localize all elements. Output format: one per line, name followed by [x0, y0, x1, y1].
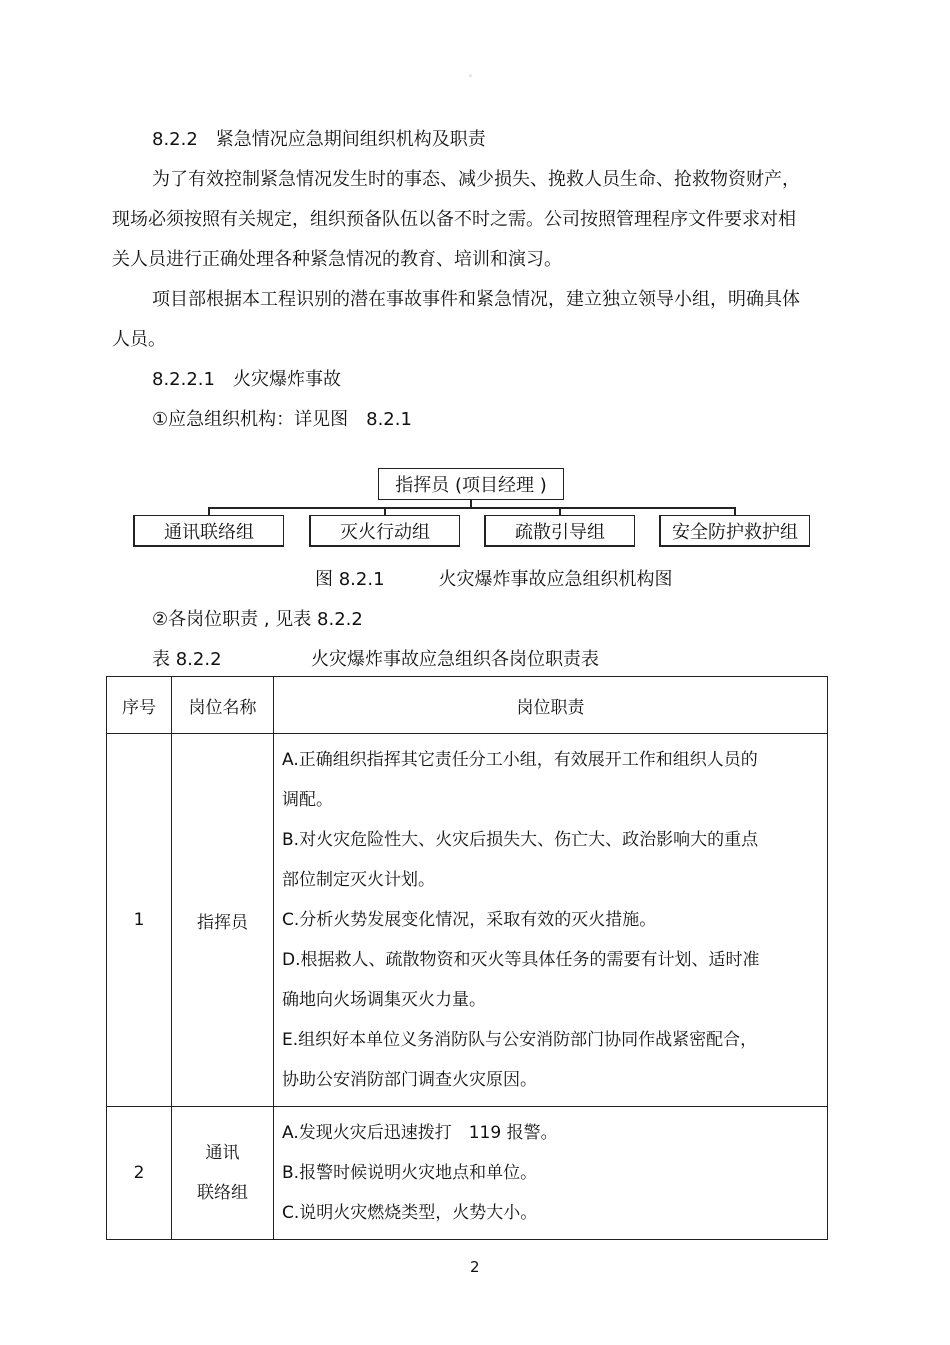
paragraph-line: 项目部根据本工程识别的潜在事故事件和紧急情况，建立独立领导小组，明确具体: [152, 289, 800, 310]
row-no: 1: [107, 734, 172, 1107]
post-line: 通讯: [205, 1143, 240, 1163]
duty-line: 调配。: [282, 790, 333, 810]
row-post: 指挥员: [172, 734, 274, 1107]
subsection-heading: 8.2.2.1 火灾爆炸事故: [152, 369, 341, 390]
post-line: 联络组: [197, 1183, 248, 1203]
header-no: 序号: [107, 677, 172, 734]
duty-line: C.说明火灾燃烧类型，火势大小。: [282, 1203, 538, 1223]
paragraph-line: 人员。: [112, 329, 166, 350]
row-duties: [274, 1107, 828, 1240]
duty-line: D.根据救人、疏散物资和灭火等具体任务的需要有计划、适时准: [282, 950, 760, 970]
org-chart-top-box: 指挥员 (项目经理 ): [378, 468, 564, 500]
section-heading: 8.2.2 紧急情况应急期间组织机构及职责: [152, 129, 486, 150]
top-mark: 。: [469, 69, 477, 78]
row-no: 2: [107, 1107, 172, 1240]
org-group-box: 安全防护救护组: [659, 515, 810, 547]
table-caption-title: 火灾爆炸事故应急组织各岗位职责表: [311, 649, 599, 670]
duty-line: E.组织好本单位义务消防队与公安消防部门协同作战紧密配合，: [282, 1030, 758, 1050]
org-group-box: 灭火行动组: [309, 515, 460, 547]
duty-line: B.报警时候说明火灾地点和单位。: [282, 1163, 538, 1183]
figure-caption: 图 8.2.1 火灾爆炸事故应急组织机构图: [315, 569, 673, 590]
table-header-row: [107, 677, 828, 734]
duty-line: 部位制定灭火计划。: [282, 870, 435, 890]
duty-line: C.分析火势发展变化情况，采取有效的灭火措施。: [282, 910, 657, 930]
duty-line: A.正确组织指挥其它责任分工小组，有效展开工作和组织人员的: [282, 750, 758, 770]
duties-table: [106, 676, 828, 1240]
row-duties: [274, 734, 828, 1107]
header-post: 岗位名称: [172, 677, 274, 734]
list-item-org: ①应急组织机构：详见图 8.2.1: [152, 409, 412, 430]
org-connector: [208, 507, 734, 509]
header-duties: 岗位职责: [274, 677, 828, 734]
table-caption-number: 表 8.2.2: [152, 649, 222, 670]
duty-line: 确地向火场调集灭火力量。: [282, 990, 486, 1010]
duty-line: B.对火灾危险性大、火灾后损失大、伤亡大、政治影响大的重点: [282, 830, 759, 850]
duty-line: 协助公安消防部门调查火灾原因。: [282, 1070, 537, 1090]
paragraph-line: 为了有效控制紧急情况发生时的事态、减少损失、挽救人员生命、抢救物资财产，: [152, 169, 800, 190]
org-group-box: 疏散引导组: [484, 515, 635, 547]
duty-line: A.发现火灾后迅速拨打 119 报警。: [282, 1123, 558, 1143]
row-post: [172, 1107, 274, 1240]
table-row: [107, 734, 828, 1107]
table-row: [107, 1107, 828, 1240]
paragraph-line: 现场必须按照有关规定，组织预备队伍以备不时之需。公司按照管理程序文件要求对相: [112, 209, 796, 230]
org-group-box: 通讯联络组: [133, 515, 284, 547]
list-item-duties: ②各岗位职责 , 见表 8.2.2: [152, 609, 363, 630]
paragraph-line: 关人员进行正确处理各种紧急情况的教育、培训和演习。: [112, 249, 562, 270]
page-number: 2: [470, 1258, 480, 1276]
